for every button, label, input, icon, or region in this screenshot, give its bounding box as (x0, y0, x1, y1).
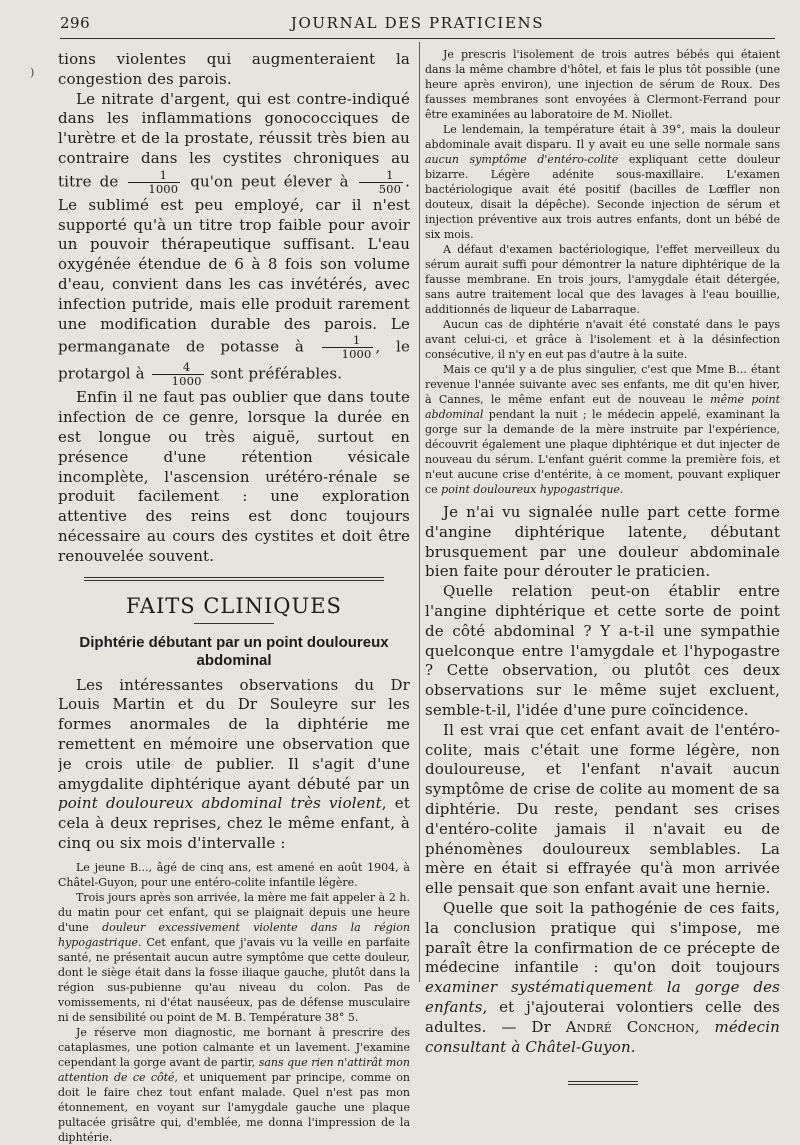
text-run: pendant la nuit ; le médecin appelé, examinant la gorge sur la demande de la mère instruite par l'expérience, découvrit également une plaque diphtérique et dut injecter de nouveau du sérum. L'enfant guérit comme la première fois, et n'eut aucune crise d'entérite, à ce moment, pouvant expliquer ce (425, 408, 780, 496)
emphasis: sans que rien n'attirât mon attention de ce côté (58, 1055, 410, 1084)
paragraph-intro (58, 676, 410, 854)
paragraph-exploration: Enfin il ne faut pas oublier que dans toute infection de ce genre, lorsque la durée en est longue ou très aiguë, surtout en présence d'une rétention vésicale incomplète, l'ascension urétéro-rénale se produit facilement : une exploration attentive des reins est donc toujours nécessaire au cours des cystites et doit être renouvelée souvent. (58, 388, 410, 565)
section-title: FAITS CLINIQUES (126, 593, 342, 618)
running-header (60, 14, 775, 36)
case-paragraph: Le jeune B..., âgé de cinq ans, est amené en août 1904, à Châtel-Guyon, pour une entéro-colite infantile légère. (58, 860, 410, 889)
fraction (152, 361, 204, 388)
text-run: , et uniquement par principe, comme on doit le faire chez tout enfant malade. Quel n'est pas mon étonnement, en voyant sur l'amygdale gauche une plaque pultacée grisâtre qui, d'emblée, me donna l'impression de la diphtérie. (58, 1070, 410, 1144)
emphasis: examiner systématiquement la gorge des enfants (425, 978, 780, 1016)
case-paragraph (58, 1025, 410, 1145)
fraction-denominator: 1000 (341, 347, 372, 362)
case-paragraph: Aucun cas de diphtérie n'avait été constaté dans le pays avant celui-ci, et grâce à l'isolement et à la désinfection consécutive, il n'y en eut pas d'autre à la suite. (425, 318, 780, 361)
text-run: Le nitrate d'argent, qui est contre-indiqué dans les inflammations gonococciques de l'urètre et de la prostate, réussit très bien au contraire dans les cystites chroniques au titre de (58, 89, 410, 191)
case-paragraph: A défaut d'examen bactériologique, l'effet merveilleux du sérum aurait suffi pour démontrer la nature diphtérique de la fausse membrane. En trois jours, l'amygdale était détergée, sans autre traitement local que des lavages à l'eau bouillie, additionnés de liqueur de Labarraque. (425, 243, 780, 316)
signature-prefix: — Dr (501, 1017, 551, 1036)
emphasis: point douloureux hypogastrique. (441, 483, 624, 496)
fraction (359, 169, 403, 196)
fraction-numerator: 4 (152, 361, 204, 375)
text-run: Le lendemain, la température était à 39°, mais la douleur abdominale avait disparu. Il y avait eu une selle normale sans (425, 123, 780, 151)
page-number: 296 (60, 14, 91, 32)
title-underline (194, 623, 274, 624)
fraction-denominator: 500 (378, 181, 402, 196)
fraction-denominator: 1000 (171, 374, 202, 389)
left-column (58, 50, 410, 1145)
paragraph-latent-form: Je n'ai vu signalée nulle part cette forme d'angine diphtérique latente, débutant brusquement par une douleur abdominale bien faite pour dérouter le praticien. (425, 503, 780, 581)
text-run: sont préférables. (210, 364, 343, 383)
emphasis: aucun symptôme d'entéro-colite (425, 153, 619, 166)
text-run: , et j'ajouterai volontiers celle des adultes. (425, 997, 780, 1036)
text-run: , le protargol à (58, 337, 410, 383)
text-run: , et cela à deux reprises, chez le même enfant, à cinq ou six mois d'intervalle : (58, 794, 410, 852)
paragraph-congestion: tions violentes qui augmenteraient la congestion des parois. (58, 50, 410, 88)
case-paragraph: Je prescris l'isolement de trois autres bébés qui étaient dans la même chambre d'hôtel, et fais le plus tôt possible (une heure après environ), une injection de sérum de Roux. Des fausses membranes sont envoyées à Clermont-Ferrand pour être examinées au laboratoire de M. Niollet. (425, 48, 780, 121)
text-run: Mais ce qu'il y a de plus singulier, c'est que Mme B... étant revenue l'année suivante avec ses enfants, me dit qu'en hiver, à Cannes, le même enfant eut de nouveau le (425, 363, 780, 406)
text-run: Les intéressantes observations du Dr Louis Martin et du Dr Souleyre sur les formes anormales de la diphtérie me remettent en mémoire une observation que je crois utile de publier. Il s'agit d'une amygdalite diphtérique ayant débuté par un (58, 675, 410, 793)
emphasis: même point abdominal (425, 393, 780, 421)
paragraph-entero-colite: Il est vrai que cet enfant avait de l'entéro-colite, mais c'était une forme légère, non douloureuse, et l'enfant n'avait aucun symptôme de crise de colite au moment de sa diphtérie. Du reste, pendant ses crises d'entéro-colite jamais il n'avait eu de phénomènes douloureux semblables. La mère en était si effrayée qu'à mon arrivée elle pensait que son enfant avait une hernie. (425, 720, 780, 898)
emphasis: douleur excessivement violente dans la région hypogastrique (58, 920, 410, 949)
header-rule (60, 38, 775, 39)
article-title: Diphtérie débutant par un point douloureux abdominal (79, 633, 389, 669)
section-rule (84, 577, 384, 581)
text-run: qu'on peut élever à (190, 172, 349, 191)
text-run: Je réserve mon diagnostic, me bornant à prescrire des cataplasmes, une potion calmante et un lavement. J'examine cependant la gorge avant de partir, (58, 1025, 410, 1069)
text-run: . Cet enfant, que j'avais vu la veille en parfaite santé, ne présentait aucun autre symptôme que cette douleur, dont le siège était dans la fosse iliaque gauche, plutôt dans la région sus-pubienne qu'au niveau du colon. Pas de vomissements, ni d'état nauséeux, pas de défense musculaire ni de sensibilité ou point de M. B. Température 38° 5. (58, 935, 410, 1024)
text-run: Trois jours après son arrivée, la mère me fait appeler à 2 h. du matin pour cet enfant, qui se plaignait depuis une heure d'une (58, 890, 410, 934)
case-paragraph (425, 122, 780, 242)
fraction-denominator: 1000 (148, 181, 179, 196)
journal-title: JOURNAL DES PRATICIENS (290, 14, 545, 32)
closing-rule (568, 1081, 638, 1085)
fraction (128, 169, 180, 196)
author-name: André Conchon (565, 1017, 695, 1036)
column-divider (419, 42, 420, 982)
fraction-numerator: 1 (128, 169, 180, 183)
right-column (425, 47, 780, 1085)
author-role: , médecin consultant à Châtel-Guyon. (425, 1017, 780, 1056)
paragraph-nitrate (58, 90, 410, 389)
fraction (322, 334, 374, 361)
emphasis: point douloureux abdominal très violent (58, 794, 382, 813)
paragraph-relation: Quelle relation peut-on établir entre l'angine diphtérique et cette sorte de point de côté abdominal ? Y a-t-il une sympathie quelconque entre l'amygdale et l'hypogastre ? Cette observation, ou plutôt ces deux observations sur le même sujet excluent, semble-t-il, l'idée d'une pure coïncidence. (425, 582, 780, 719)
text-run: expliquant cette douleur bizarre. Légère adénite sous-maxillaire. L'examen bactériologique avait été positif (bacilles de Lœffler non douteux, disait la dépêche). Seconde injection de sérum et injection préventive aux trois autres enfants, dont un bébé de six mois. (425, 153, 780, 241)
case-paragraph (425, 362, 780, 497)
paragraph-conclusion (425, 899, 780, 1057)
text-run: . Le sublimé est peu employé, car il n'est supporté qu'à un titre trop faible pour avoir un pouvoir thérapeutique suffisant. L'eau oxygénée étendue de 6 à 8 fois son volume d'eau, convient dans les cas invétérés, avec infection putride, mais elle produit rarement une modification durable des parois. Le permanganate de potasse à (58, 172, 410, 356)
fraction-numerator: 1 (322, 334, 374, 348)
case-paragraph (58, 890, 410, 1025)
margin-mark: ) (30, 66, 35, 79)
fraction-numerator: 1 (359, 169, 403, 183)
text-run: Quelle que soit la pathogénie de ces faits, la conclusion pratique qui s'impose, me paraît être la confirmation de ce précepte de médecine infantile : qu'on doit toujours (425, 898, 780, 977)
